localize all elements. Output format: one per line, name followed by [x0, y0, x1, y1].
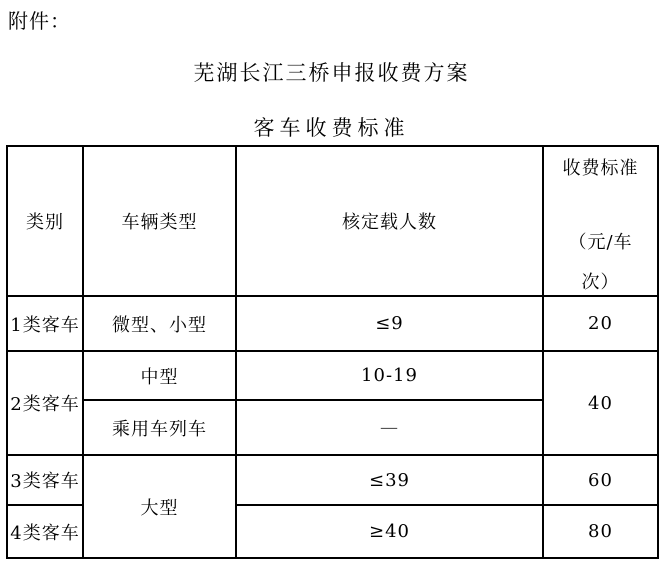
table-row-class1	[7, 296, 658, 351]
header-fee-line2: （元/车	[568, 232, 633, 253]
cell-fee-60: 60	[543, 455, 658, 505]
cell-type-mini-small: 微型、小型	[83, 296, 236, 351]
header-fee-line3: 次）	[581, 272, 620, 293]
page-subtitle: 客车收费标准	[253, 116, 410, 140]
table-header-row	[7, 146, 658, 296]
page-title: 芜湖长江三桥申报收费方案	[193, 61, 470, 85]
table-row-class2-medium	[7, 351, 658, 400]
toll-table	[6, 145, 659, 559]
cell-capacity-ge40: ≥40	[236, 505, 543, 558]
cell-type-large: 大型	[83, 455, 236, 558]
cell-capacity-dash: —	[236, 400, 543, 455]
cell-fee-20: 20	[543, 296, 658, 351]
cell-category-class3: 3类客车	[7, 455, 83, 505]
table-row-class3	[7, 455, 658, 505]
cell-capacity-le39: ≤39	[236, 455, 543, 505]
header-capacity: 核定载人数	[236, 146, 543, 296]
cell-type-medium: 中型	[83, 351, 236, 400]
cell-category-class1: 1类客车	[7, 296, 83, 351]
attachment-label: 附件：	[8, 9, 71, 33]
header-fee-line1: 收费标准	[562, 158, 639, 179]
header-vehicle-type: 车辆类型	[83, 146, 236, 296]
cell-capacity-10-19: 10-19	[236, 351, 543, 400]
header-fee	[543, 146, 658, 296]
header-category: 类别	[7, 146, 83, 296]
cell-fee-80: 80	[543, 505, 658, 558]
cell-category-class2: 2类客车	[7, 351, 83, 455]
cell-type-passenger-car-train: 乘用车列车	[83, 400, 236, 455]
cell-category-class4: 4类客车	[7, 505, 83, 558]
cell-capacity-le9: ≤9	[236, 296, 543, 351]
cell-fee-40: 40	[543, 351, 658, 455]
